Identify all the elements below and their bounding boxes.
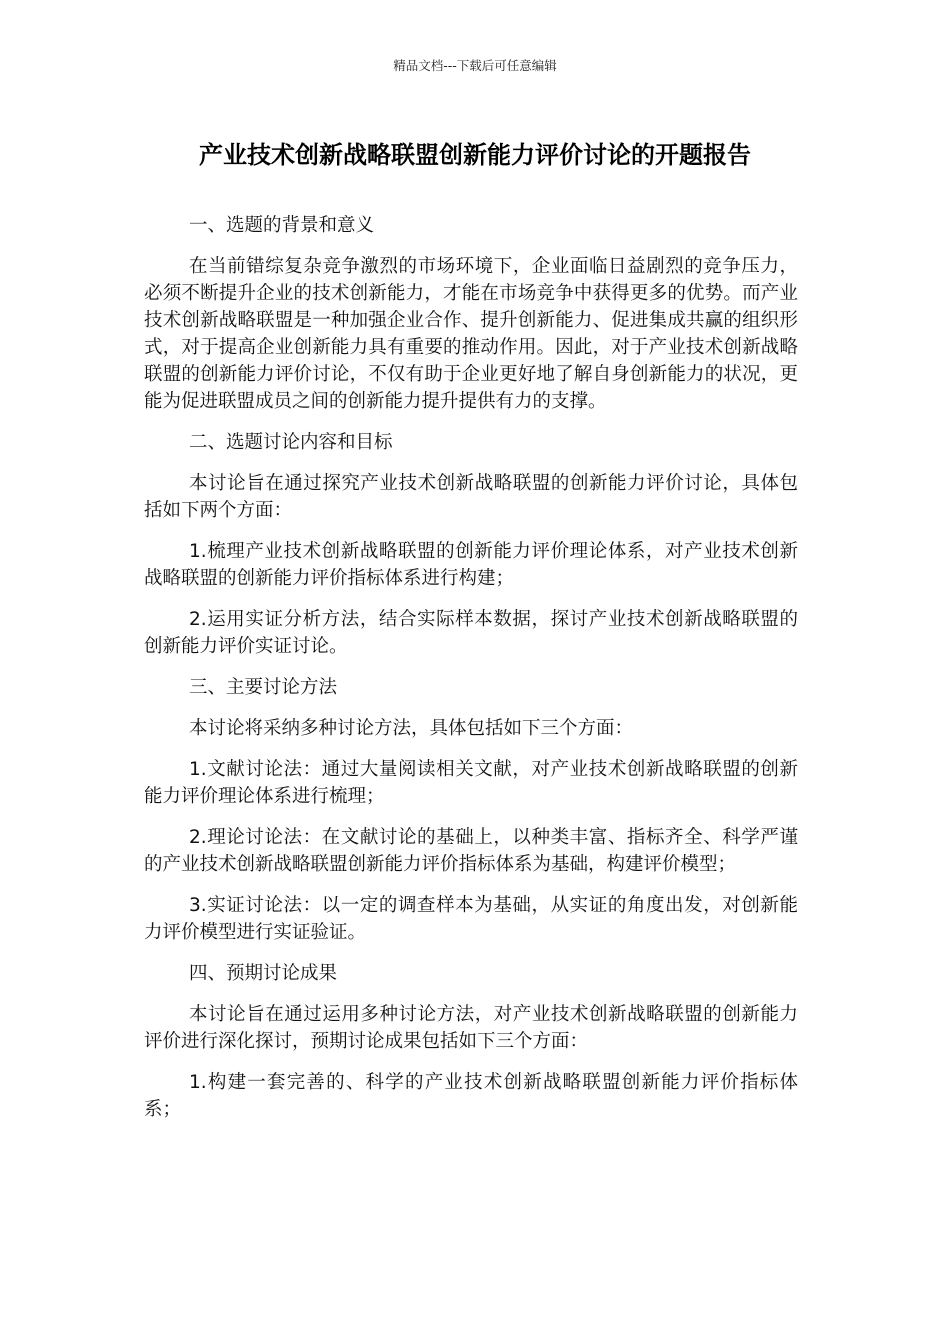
- section-heading-outcomes: 四、预期讨论成果: [189, 963, 338, 984]
- list-item-method-1: 1.文献讨论法：通过大量阅读相关文献，对产业技术创新战略联盟的创新能力评价理论体系进行梳理；: [144, 759, 798, 807]
- list-item-content-1: 1.梳理产业技术创新战略联盟的创新能力评价理论体系，对产业技术创新战略联盟的创新能力评价指标体系进行构建；: [144, 541, 798, 589]
- section-heading-methods: 三、主要讨论方法: [189, 677, 338, 698]
- list-item-content-2: 2.运用实证分析方法，结合实际样本数据，探讨产业技术创新战略联盟的创新能力评价实证讨论。: [144, 609, 798, 657]
- paragraph-background: 在当前错综复杂竞争激烈的市场环境下，企业面临日益剧烈的竞争压力，必须不断提升企业的技术创新能力，才能在市场竞争中获得更多的优势。而产业技术创新战略联盟是一种加强企业合作、提升创新能力、促进集成共赢的组织形式，对于提高企业创新能力具有重要的推动作用。因此，对于产业技术创新战略联盟的创新能力评价讨论，不仅有助于企业更好地了解自身创新能力的状况，更能为促进联盟成员之间的创新能力提升提供有力的支撑。: [144, 256, 798, 412]
- document-body: [144, 212, 798, 1137]
- section-heading-content-goals: 二、选题讨论内容和目标: [189, 432, 393, 453]
- paragraph-outcomes-intro: 本讨论旨在通过运用多种讨论方法，对产业技术创新战略联盟的创新能力评价进行深化探讨，预期讨论成果包括如下三个方面：: [144, 1004, 798, 1052]
- header-note: 精品文档---下载后可任意编辑: [393, 58, 557, 73]
- list-item-method-3: 3.实证讨论法：以一定的调查样本为基础，从实证的角度出发，对创新能力评价模型进行实证验证。: [144, 895, 798, 943]
- list-item-outcome-1: 1.构建一套完善的、科学的产业技术创新战略联盟创新能力评价指标体系；: [144, 1072, 798, 1120]
- paragraph-content-intro: 本讨论旨在通过探究产业技术创新战略联盟的创新能力评价讨论，具体包括如下两个方面：: [144, 473, 798, 521]
- section-heading-background: 一、选题的背景和意义: [189, 215, 375, 236]
- document-title: 产业技术创新战略联盟创新能力评价讨论的开题报告: [199, 141, 751, 169]
- list-item-method-2: 2.理论讨论法：在文献讨论的基础上，以种类丰富、指标齐全、科学严谨的产业技术创新战略联盟创新能力评价指标体系为基础，构建评价模型；: [144, 827, 798, 875]
- paragraph-methods-intro: 本讨论将采纳多种讨论方法，具体包括如下三个方面：: [189, 718, 634, 739]
